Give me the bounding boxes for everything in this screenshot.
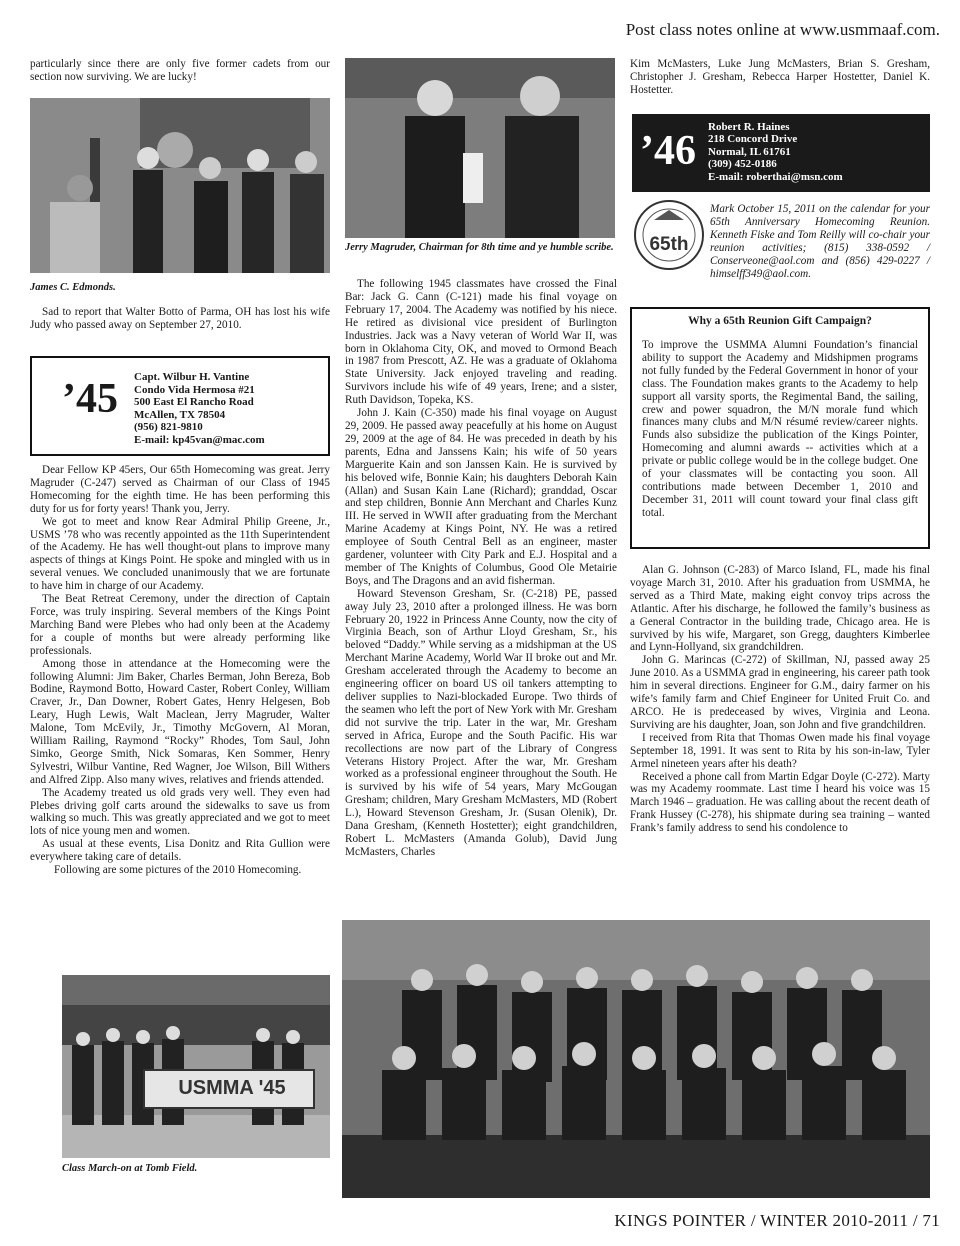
col1-intro [30, 58, 330, 84]
col2-paragraph: The following 1945 classmates have crossed the Final Bar: Jack G. Cann (C-121) made his final voyage on February 17, 2004. The Academy was notified by his niece. He retired as divisional vice president of Burlington Industries. Jack was a Navy veteran of World War II, was born in Oklahoma City, OK, and moved to Ormond Beach in 1987 from Prescott, AZ. He was a graduate of Oklahoma State University. Jack enjoyed traveling and reading. Survivors include his wife of 49 years, Irene; and a sister, Ruth Davidson, Topeka, KS. [345, 278, 617, 407]
col1-botto [30, 306, 330, 332]
col1-paragraph: Sad to report that Walter Botto of Parma, OH has lost his wife Judy who passed away on September 27, 2010. [30, 306, 330, 331]
col1-paragraph: We got to meet and know Rear Admiral Philip Greene, Jr., USMS ’78 who was recently appointed as the 11th Superintendent of the Academy. He has well thought-out plans to improve many aspects of things at Kings Point. He spoke and mingled with us in several venues. We concluded unanimously that we are fortunate to have him in charge of our Academy. [30, 515, 330, 593]
email-line[interactable]: E-mail: kp45van@mac.com [134, 433, 265, 446]
col3-reunion-note [630, 203, 930, 280]
col3-intro [630, 58, 930, 97]
col1-paragraph: Dear Fellow KP 45ers, Our 65th Homecoming was great. Jerry Magruder (C-247) served as Chairman of our Class of 1945 Homecoming for the eighth time. He has been performing this duty for us for forty years! Thank you, Jerry. [30, 464, 330, 515]
address-line: McAllen, TX 78504 [134, 408, 226, 421]
photo-edmonds [30, 98, 330, 273]
col3-paragraph: Alan G. Johnson (C-283) of Marco Island, FL, made his final voyage March 31, 2010. After his graduation from USMMA, he served as a Third Mate, making eight convoy trips across the Atlantic. After his discharge, he followed the family’s business as a General Contractor in the building trade, Chicago area. He is survived by his wife, Margaret, son Gregg, daughters Kimberlee and Lynn-Hollyand, six grandchildren. [630, 564, 930, 654]
class-45-contact [134, 371, 324, 446]
col3-paragraph: I received from Rita that Thomas Owen made his final voyage September 18, 1991. It was sent to Rita by his son-in-law, Tyler Armel nineteen years after his death? [630, 731, 930, 770]
gift-campaign-text: To improve the USMMA Alumni Foundation’s financial ability to support the Academy and Midshipmen programs not fully funded by the Federal Government in honor of your class. The Foundation makes grants to the Academy to help support all varsity sports, the Regimental Band, the sailing, crew and power squadron, the M/N morale fund which finances many clubs and M/N résumé review/career nights. Funds also subsidize the publication of the Kings Pointer, Homecoming and alumni awards -- activities which at a private or public college would be in the college budget. One of your classmates will be contacting you soon. All contributions made between December 1, 2010 and December 31, 2011 will count toward your final class gift total. [642, 339, 918, 519]
photo-march-on-caption: Class March-on at Tomb Field. [62, 1163, 198, 1174]
col1-paragraph: Among those in attendance at the Homecoming were the following Alumni: Jim Baker, Charles Berman, John Bereza, Bob Bodine, Raymond Botto, Howard Caster, Robert Conley, William Craver, Jr., Dan Downer, Robert Gates, Henry Helgesen, Bob Leary, Hugh Lewis, Walt Maclean, Jerry Magruder, Walter Malone, Tom McEvily, Jr., Timothy McGovern, Al Moran, William Railing, Raymond “Rocky” Rhodes, Tom Saul, John Simko, George Smith, Nick Somaras, Ken Sommer, Henry Sylvestri, Wilbur Vantine, Red Wagner, Joe Wilson, Bill Withers and Alfred Zipp. Also many wives, relatives and friends attended. [30, 657, 330, 786]
address-line: (309) 452-0186 [708, 158, 777, 171]
col2-paragraph: John J. Kain (C-350) made his final voyage on August 29, 2009. He passed away peacefully at his home on August 29, 2009 at the age of 84. He was preceded in death by his parents, Edna and Janssens Kain; his wife of 50 years Marguerite Kain and son Janssen Kain. He is survived by his beloved wife, Bonnie Kain; his daughters Deborah Kain (Allan) and Susan Kain Lane (Richard); granddad, Oscar and step children, Bonnie Ann Merchant and Charles Kunz III. He served in WWII after graduating from the Merchant Marine Academy at Kings Point, NY. He was a retired employee of South Central Bell as an engineer, master gardener, volunteer with City Park and E.J. Hospital and a member of The Knights of Columbus, Good Ole Metairie Boys, and The Dragons and an avid fisherman. [345, 407, 617, 587]
header-notice: Post class notes online at www.usmmaaf.com. [625, 20, 940, 39]
address-line: 218 Concord Drive [708, 133, 798, 146]
col1-paragraph: The Academy treated us old grads very well. They even had Plebes driving golf carts around the sidewalks to save us from walking so much. This was greatly appreciated and we got to meet lots of nice young men and women. [30, 786, 330, 838]
address-line: (956) 821-9810 [134, 421, 203, 433]
col1-paragraph: As usual at these events, Lisa Donitz and Rita Gullion were everywhere taking care of details. [30, 838, 330, 864]
address-line: Normal, IL 61761 [708, 145, 791, 158]
class-46-contact [708, 121, 924, 183]
banner-text: USMMA '45 [178, 1077, 286, 1099]
col1-body [30, 464, 330, 877]
photo-edmonds-image [30, 98, 330, 273]
col3-paragraph: John G. Marincas (C-272) of Skillman, NJ, passed away 25 June 2010. As a USMMA grad in engineering, his career path took him in several directions. Engineer for G.M., dairy farmer on his wife’s family farm and Chief Engineer for United Fruit Co. and ARCO. He is predeceased by wives, Virginia and Leona. Surviving are his daughter, Joan, son John and five grandchildren. [630, 654, 930, 731]
class-46-address-box [632, 114, 930, 192]
col2-paragraph: Howard Stevenson Gresham, Sr. (C-218) PE, passed away July 23, 2010 after a prolonged illness. He was born February 20, 1922 in Princess Anne County, now the city of Virginia Beach, son of Arthur Lloyd Gresham, Sr., his beloved “Daddy.” While serving as a midshipman at the US Merchant Marine Academy, World War II broke out and Mr. Gresham accelerated through the Academy to become an engineering officer on board US oil tankers attempting to deliver supplies to Nazi-blockaded Europe. Two thirds of the seamen who left the port of New York with Mr. Gresham did not survive the trip. Later in the war, Mr. Gresham served in Africa, Europe and the South Pacific. His war recollections are now part of the Library of Congress Veterans History Project. After the war, Mr. Gresham worked as a professional engineer throughout the South. He is survived by his wife of 54 years, Mary McGougan Gresham; children, Mary Gresham McMasters, MD (Robert L.), Howard Stevenson Gresham, Jr. (Susan Olenik), Dr. Dana Gresham, (Kenneth Hostetter); eight grandchildren, Robert L. McMasters (Amanda Golub), David Jung McMasters, Charles [345, 587, 617, 858]
address-line: Robert R. Haines [708, 121, 790, 133]
gift-campaign-body [642, 339, 918, 520]
photo-magruder [345, 58, 615, 238]
photo-magruder-image [345, 58, 615, 238]
col1-paragraph: particularly since there are only five former cadets from our section now surviving. We are lucky! [30, 58, 330, 83]
photo-magruder-caption: Jerry Magruder, Chairman for 8th time and ye humble scribe. [345, 242, 614, 253]
photo-march-on-image [62, 975, 330, 1158]
class-year-45: ’45 [62, 376, 118, 422]
address-line: Capt. Wilbur H. Vantine [134, 371, 250, 383]
col3-paragraph: Mark October 15, 2011 on the calendar for your 65th Anniversary Homecoming Reunion. Kenneth Fiske and Tom Reilly will co-chair your reunion activities; (815) 338-0592 / Conserveone@aol.com and (856) 429-0227 / himselff349@aol.com. [710, 203, 930, 280]
col1-paragraph: Following are some pictures of the 2010 Homecoming. [54, 864, 302, 877]
address-line: Condo Vida Hermosa #21 [134, 383, 255, 396]
col1-paragraph: The Beat Retreat Ceremony, under the direction of Captain Force, was truly inspiring. Several members of the Kings Point Marching Band were Plebes who had only been at the Academy for a couple of months but were already performing like professionals. [30, 593, 330, 657]
class-year-46: ’46 [640, 128, 696, 174]
photo-group [342, 920, 930, 1198]
photo-march-on [62, 975, 330, 1158]
gift-campaign-box [630, 307, 930, 549]
photo-group-image [342, 920, 930, 1198]
col3-paragraph: Received a phone call from Martin Edgar Doyle (C-272). Marty was my Academy roommate. Last time I heard his voice was 15 March 1946 – graduation. He was calling about the recent death of Frank Hussey (C-278), his shipmate during sea training – wanted Frank’s family address to send his condolence to [630, 770, 930, 835]
address-line: 500 East El Rancho Road [134, 396, 254, 408]
footer-folio: KINGS POINTER / WINTER 2010-2011 / 71 [614, 1211, 940, 1230]
col3-body [630, 564, 930, 835]
seal-text: 65th [649, 234, 689, 255]
col2-body [345, 278, 617, 859]
class-45-address-box [30, 356, 330, 456]
photo-edmonds-caption: James C. Edmonds. [30, 282, 116, 293]
col3-paragraph: Kim McMasters, Luke Jung McMasters, Brian S. Gresham, Christopher J. Gresham, Rebecca Harper Hostetter, Daniel K. Hostetter. [630, 58, 930, 96]
gift-campaign-title: Why a 65th Reunion Gift Campaign? [688, 315, 872, 327]
email-line[interactable]: E-mail: roberthai@msn.com [708, 170, 843, 183]
